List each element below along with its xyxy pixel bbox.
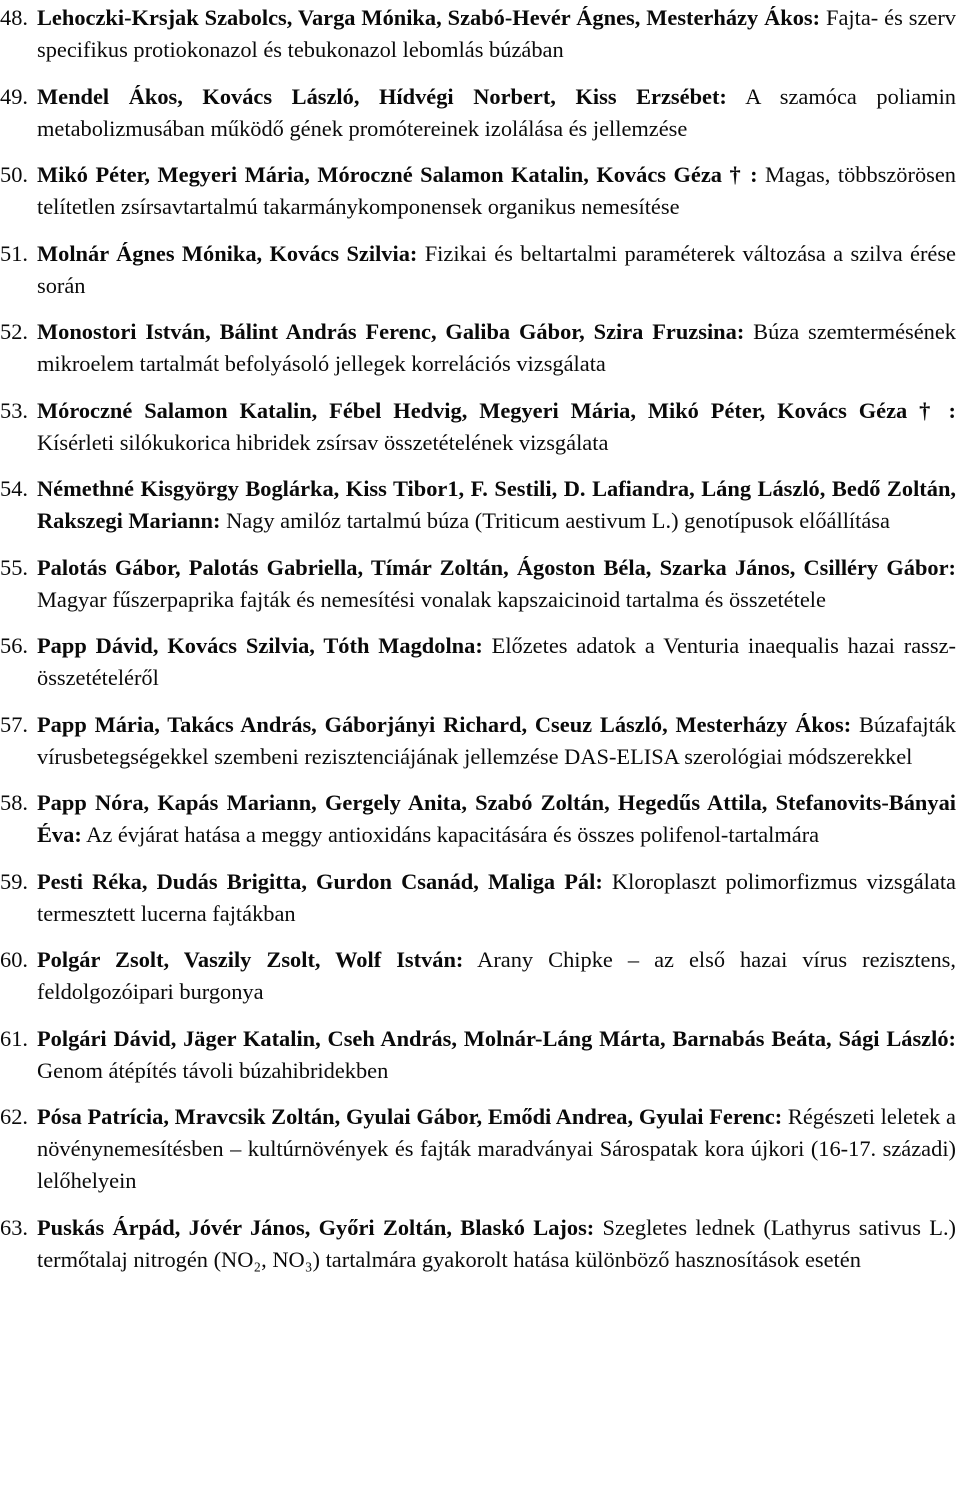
entry-title: Fizikai és beltartalmi paraméterek változása a szilva érése során bbox=[37, 240, 956, 298]
entry-number: 60. bbox=[0, 947, 28, 972]
entry-number: 59. bbox=[0, 868, 28, 894]
entry-authors: Papp Mária, Takács András, Gáborjányi Richard, Cseuz László, Mesterházy Ákos: bbox=[37, 711, 852, 737]
entry-title: Kloroplaszt polimorfizmus vizsgálata termesztett lucerna fajtákban bbox=[37, 868, 956, 926]
entry-authors: Polgár Zsolt, Vaszily Zsolt, Wolf István: bbox=[37, 947, 464, 972]
entry-authors: Móroczné Salamon Katalin, Fébel Hedvig, Megyeri Mária, Mikó Péter, Kovács Géza † : bbox=[37, 397, 956, 423]
entry-authors: Pesti Réka, Dudás Brigitta, Gurdon Csanád, Maliga Pál: bbox=[37, 868, 603, 894]
list-item bbox=[0, 316, 956, 380]
entry-number: 51. bbox=[0, 240, 28, 266]
list-item bbox=[0, 1212, 956, 1276]
entry-title: Magyar fűszerpaprika fajták és nemesítési vonalak kapszaicinoid tartalma és összetétele bbox=[37, 586, 826, 612]
entry-title: Az évjárat hatása a meggy antioxidáns kapacitására és összes polifenol-tartalmára bbox=[81, 822, 820, 847]
list-item bbox=[0, 630, 956, 694]
list-item bbox=[0, 1023, 956, 1087]
entry-number: 49. bbox=[0, 83, 28, 109]
entry-number: 63. bbox=[0, 1214, 28, 1240]
entry-title: Előzetes adatok a Venturia inaequalis hazai rassz-összetételéről bbox=[37, 633, 956, 690]
entry-title: Búza szemtermésének mikroelem tartalmát befolyásoló jellegek korrelációs vizsgálata bbox=[37, 319, 956, 376]
entry-title: Kísérleti silókukorica hibridek zsírsav összetételének vizsgálata bbox=[37, 429, 609, 455]
entry-authors: Mikó Péter, Megyeri Mária, Móroczné Salamon Katalin, Kovács Géza † : bbox=[37, 162, 758, 187]
entry-authors: Molnár Ágnes Mónika, Kovács Szilvia: bbox=[37, 240, 418, 266]
list-item bbox=[0, 473, 956, 537]
entry-number: 54. bbox=[0, 476, 28, 501]
list-item bbox=[0, 787, 956, 851]
entry-authors: Monostori István, Bálint András Ferenc, Galiba Gábor, Szira Fruzsina: bbox=[37, 319, 745, 344]
entry-number: 55. bbox=[0, 554, 28, 580]
list-item bbox=[0, 1101, 956, 1197]
list-item bbox=[0, 944, 956, 1008]
list-item bbox=[0, 159, 956, 223]
entry-number: 57. bbox=[0, 711, 28, 737]
entry-number: 58. bbox=[0, 790, 28, 815]
list-item bbox=[0, 81, 956, 145]
entry-title: Búzafajták vírusbetegségekkel szembeni rezisztenciájának jellemzése DAS-ELISA szerológiai módszerekkel bbox=[37, 711, 957, 769]
entry-title: Fajta- és szerv specifikus protiokonazol és tebukonazol lebomlás búzában bbox=[37, 5, 956, 62]
entry-number: 53. bbox=[0, 397, 28, 423]
entry-number: 52. bbox=[0, 319, 28, 344]
entry-authors: Lehoczki-Krsjak Szabolcs, Varga Mónika, Szabó-Hevér Ágnes, Mesterházy Ákos: bbox=[37, 5, 821, 30]
entry-authors: Palotás Gábor, Palotás Gabriella, Tímár Zoltán, Ágoston Béla, Szarka János, Csilléry Gábor: bbox=[37, 554, 956, 580]
list-item bbox=[0, 2, 956, 66]
entry-authors: Polgári Dávid, Jäger Katalin, Cseh András, Molnár-Láng Márta, Barnabás Beáta, Sági László: bbox=[37, 1025, 956, 1051]
entry-title: Arany Chipke – az első hazai vírus rezisztens, feldolgozóipari burgonya bbox=[37, 947, 956, 1004]
list-item bbox=[0, 709, 956, 773]
entry-title: Szegletes lednek (Lathyrus sativus L.) termőtalaj nitrogén (NO₂, NO₃) tartalmára gyakorolt hatása különböző hasznosítások esetén bbox=[37, 1214, 956, 1272]
entry-authors: Papp Nóra, Kapás Mariann, Gergely Anita, Szabó Zoltán, Hegedűs Attila, Stefanovits-Bányai Éva: bbox=[37, 790, 956, 847]
entry-title: Magas, többszörösen telítetlen zsírsavtartalmú takarmánykomponensek organikus nemesítése bbox=[37, 162, 957, 219]
entry-number: 61. bbox=[0, 1025, 28, 1051]
entry-title: Nagy amilóz tartalmú búza (Triticum aestivum L.) genotípusok előállítása bbox=[220, 508, 890, 533]
entry-number: 50. bbox=[0, 162, 28, 187]
entry-number: 48. bbox=[0, 5, 28, 30]
list-item bbox=[0, 552, 956, 616]
list-item bbox=[0, 395, 956, 459]
entry-title: Régészeti leletek a növénynemesítésben – kultúrnövények és fajták maradványai Sárospatak kora újkori (16-17. századi) lelőhelyein bbox=[37, 1104, 956, 1193]
entry-number: 62. bbox=[0, 1104, 28, 1129]
entry-title: A szamóca poliamin metabolizmusában működő gének promótereinek izolálása és jellemzése bbox=[37, 83, 956, 141]
entry-authors: Némethné Kisgyörgy Boglárka, Kiss Tibor1, F. Sestili, D. Lafiandra, Láng László, Bedő Zoltán, Rakszegi Mariann: bbox=[37, 476, 956, 533]
entry-authors: Pósa Patrícia, Mravcsik Zoltán, Gyulai Gábor, Emődi Andrea, Gyulai Ferenc: bbox=[37, 1104, 783, 1129]
list-item bbox=[0, 866, 956, 930]
entry-authors: Mendel Ákos, Kovács László, Hídvégi Norbert, Kiss Erzsébet: bbox=[37, 83, 727, 109]
entry-title: Genom átépítés távoli búzahibridekben bbox=[37, 1057, 389, 1083]
publication-list bbox=[0, 2, 956, 1276]
entry-number: 56. bbox=[0, 633, 28, 658]
list-item bbox=[0, 238, 956, 302]
entry-authors: Papp Dávid, Kovács Szilvia, Tóth Magdolna: bbox=[37, 633, 483, 658]
entry-authors: Puskás Árpád, Jóvér János, Győri Zoltán, Blaskó Lajos: bbox=[37, 1214, 595, 1240]
